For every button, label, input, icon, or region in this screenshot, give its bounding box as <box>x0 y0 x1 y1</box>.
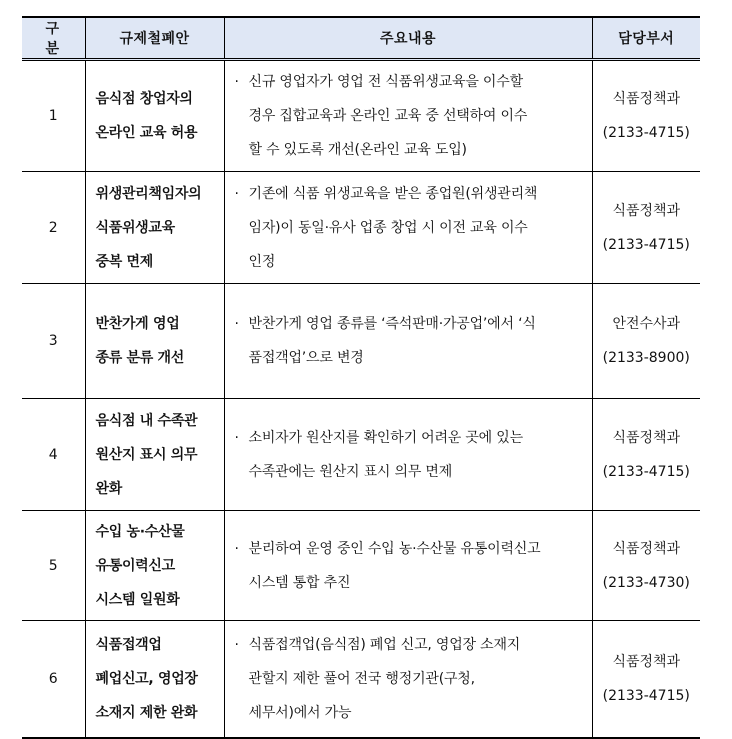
title-line: 식품접객업 <box>95 636 162 653</box>
title-line: 음식점 창업자의 <box>95 91 193 107</box>
bullet-icon: · <box>234 429 239 446</box>
department-name: 안전수사과 <box>612 316 681 332</box>
department-phone: (2133-4715) <box>602 687 690 704</box>
content-description <box>224 399 592 511</box>
content-line: 관할지 제한 풀어 전국 행정기관(구청, <box>248 670 475 687</box>
title-line: 원산지 표시 의무 <box>95 446 198 463</box>
bullet-icon: · <box>234 316 239 332</box>
row-number: 6 <box>22 621 85 738</box>
content-description <box>224 511 592 621</box>
content-line: 신규 영업자가 영업 전 식품위생교육을 이수할 <box>248 74 523 90</box>
row-number: 5 <box>22 511 85 621</box>
department-cell <box>592 511 700 621</box>
bullet-icon: · <box>234 540 239 557</box>
title-line: 유통이력신고 <box>95 557 175 574</box>
department-name: 식품정책과 <box>612 653 681 670</box>
title-line: 폐업신고, 영업장 <box>95 670 198 687</box>
department-phone: (2133-4715) <box>602 463 690 480</box>
table-header-row <box>22 17 700 60</box>
header-department: 담당부서 <box>592 17 700 60</box>
content-description <box>224 284 592 399</box>
proposal-title <box>85 511 224 621</box>
department-name: 식품정책과 <box>612 91 681 107</box>
table-row <box>22 399 700 511</box>
proposal-title <box>85 172 224 284</box>
proposal-title <box>85 60 224 172</box>
proposal-title <box>85 399 224 511</box>
content-description <box>224 60 592 172</box>
content-line: 분리하여 운영 중인 수입 농·수산물 유통이력신고 <box>248 540 541 557</box>
content-line: 임자)이 동일·유사 업종 창업 시 이전 교육 이수 <box>248 219 528 236</box>
proposal-title <box>85 284 224 399</box>
content-line: 반찬가게 영업 종류를 ‘즉석판매·가공업’에서 ‘식 <box>248 316 536 332</box>
department-cell <box>592 621 700 738</box>
table-row <box>22 621 700 738</box>
content-line: 소비자가 원산지를 확인하기 어려운 곳에 있는 <box>248 429 523 446</box>
title-line: 반찬가게 영업 <box>95 316 180 332</box>
department-phone: (2133-4715) <box>602 236 690 253</box>
content-line: 수족관에는 원산지 표시 의무 면제 <box>248 463 453 480</box>
title-line: 음식점 내 수족관 <box>95 412 198 429</box>
title-line: 완화 <box>95 480 122 497</box>
department-phone: (2133-4730) <box>602 574 690 591</box>
department-name: 식품정책과 <box>612 429 681 446</box>
content-line: 시스템 통합 추진 <box>248 574 351 591</box>
table-row <box>22 284 700 399</box>
department-cell <box>592 172 700 284</box>
content-line: 기존에 식품 위생교육을 받은 종업원(위생관리책 <box>248 185 538 202</box>
table-row <box>22 172 700 284</box>
department-phone: (2133-4715) <box>602 125 690 141</box>
row-number: 2 <box>22 172 85 284</box>
content-line: 식품접객업(음식점) 폐업 신고, 영업장 소재지 <box>248 636 521 653</box>
header-proposal: 규제철폐안 <box>85 17 224 60</box>
content-line: 경우 집합교육과 온라인 교육 중 선택하여 이수 <box>248 108 528 124</box>
proposal-title <box>85 621 224 738</box>
department-name: 식품정책과 <box>612 202 681 219</box>
title-line: 소재지 제한 완화 <box>95 704 198 721</box>
department-cell <box>592 284 700 399</box>
row-number: 1 <box>22 60 85 172</box>
table-row <box>22 60 700 172</box>
content-description <box>224 172 592 284</box>
row-number: 4 <box>22 399 85 511</box>
title-line: 시스템 일원화 <box>95 591 180 608</box>
title-line: 수입 농·수산물 <box>95 523 185 540</box>
title-line: 식품위생교육 <box>95 219 175 236</box>
title-line: 위생관리책임자의 <box>95 185 202 202</box>
department-phone: (2133-8900) <box>602 350 690 366</box>
title-line: 종류 분류 개선 <box>95 350 184 366</box>
title-line: 중복 면제 <box>95 253 153 270</box>
header-category: 구 분 <box>22 17 85 60</box>
bullet-icon: · <box>234 636 239 653</box>
table-row <box>22 511 700 621</box>
content-description <box>224 621 592 738</box>
department-cell <box>592 60 700 172</box>
department-name: 식품정책과 <box>612 540 681 557</box>
regulation-table <box>22 16 700 739</box>
content-line: 세무서)에서 가능 <box>248 704 352 721</box>
content-line: 인정 <box>248 253 276 270</box>
content-line: 품접객업’으로 변경 <box>248 350 364 366</box>
header-content: 주요내용 <box>224 17 592 60</box>
bullet-icon: · <box>234 74 239 90</box>
content-line: 할 수 있도록 개선(온라인 교육 도입) <box>248 142 467 158</box>
bullet-icon: · <box>234 185 239 202</box>
title-line: 온라인 교육 허용 <box>95 125 198 141</box>
department-cell <box>592 399 700 511</box>
row-number: 3 <box>22 284 85 399</box>
